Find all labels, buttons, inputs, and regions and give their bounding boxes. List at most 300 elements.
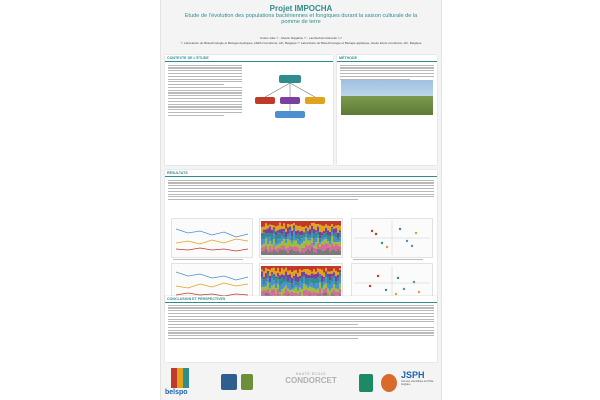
stacked-bar-segment <box>319 242 321 244</box>
stacked-bar-segment <box>291 272 293 278</box>
stacked-bar-segment <box>297 251 299 255</box>
stacked-bar-segment <box>315 266 317 272</box>
stacked-bar-segment <box>297 266 299 273</box>
stacked-bar-segment <box>283 223 285 228</box>
stacked-bar-segment <box>313 229 315 233</box>
stacked-bar-segment <box>333 269 335 273</box>
stacked-bar-segment <box>277 276 279 279</box>
stacked-bar-segment <box>323 240 325 245</box>
stacked-bar-segment <box>329 241 331 244</box>
stacked-bar-segment <box>339 247 341 251</box>
stacked-bar-segment <box>303 227 305 232</box>
partner-logo-4 <box>381 374 397 392</box>
stacked-bar-segment <box>261 235 263 239</box>
stacked-bar-segment <box>271 240 273 244</box>
stacked-bar-segment <box>313 239 315 246</box>
stacked-bar-segment <box>327 289 329 294</box>
stacked-bar-segment <box>329 274 331 280</box>
stacked-bar-segment <box>287 228 289 235</box>
stacked-bar-segment <box>269 246 271 252</box>
stacked-bar-segment <box>331 224 333 227</box>
stacked-bar-segment <box>317 221 319 224</box>
stacked-bar-segment <box>335 242 337 244</box>
stacked-bar-segment <box>303 275 305 277</box>
stacked-bar-segment <box>299 279 301 282</box>
stacked-bar-segment <box>261 287 263 291</box>
stacked-bar-segment <box>339 289 341 294</box>
stacked-bar-segment <box>267 244 269 250</box>
stacked-bar-segment <box>291 283 293 287</box>
stacked-bar-segment <box>283 280 285 282</box>
stacked-bar-segment <box>287 271 289 275</box>
stacked-bar-segment <box>303 278 305 284</box>
stacked-bar-segment <box>293 241 295 247</box>
stacked-bar-segment <box>305 269 307 274</box>
stacked-bar-segment <box>299 253 301 255</box>
stacked-bar-segment <box>281 235 283 237</box>
stacked-bar-segment <box>297 239 299 244</box>
stacked-bar-segment <box>261 221 263 227</box>
stacked-bar-segment <box>289 230 291 234</box>
stacked-bar-segment <box>263 285 265 287</box>
method-panel <box>337 55 437 165</box>
stacked-bar-segment <box>285 289 287 296</box>
stacked-bar-segment <box>289 234 291 241</box>
stacked-bar-segment <box>317 243 319 249</box>
stacked-bar-segment <box>277 289 279 295</box>
stacked-bar-segment <box>311 272 313 274</box>
stacked-bar-segment <box>275 243 277 246</box>
stacked-bar-segment <box>267 228 269 233</box>
stacked-bar-segment <box>267 266 269 269</box>
stacked-bar-segment <box>265 266 267 268</box>
stacked-bar-segment <box>271 272 273 274</box>
stacked-bar-segment <box>337 275 339 278</box>
stacked-bar-segment <box>321 282 323 286</box>
stacked-bar-segment <box>261 266 263 270</box>
stacked-bar-segment <box>309 237 311 240</box>
stacked-bar-segment <box>285 221 287 229</box>
stacked-bar-segment <box>287 266 289 271</box>
stacked-bar-segment <box>323 234 325 238</box>
stacked-bar-segment <box>295 251 297 255</box>
stacked-bar-segment <box>333 234 335 237</box>
stacked-bar-segment <box>301 252 303 255</box>
stacked-bar-segment <box>285 237 287 239</box>
stacked-bar-segment <box>339 284 341 289</box>
stacked-bar-segment <box>283 239 285 245</box>
stacked-bar-segment <box>317 289 319 293</box>
stacked-bar-segment <box>273 245 275 250</box>
stacked-bar-segment <box>295 231 297 235</box>
stacked-bar-segment <box>261 247 263 250</box>
stacked-bar-segment <box>325 228 327 233</box>
partner-logo-1 <box>221 374 237 390</box>
stacked-bar-segment <box>331 232 333 236</box>
stacked-bar-segment <box>339 226 341 231</box>
stacked-bar-segment <box>271 230 273 234</box>
affiliations: ⁽¹⁾ Laboratoire de Biotechnologie et Biologie Appliquée, HEPH Condorcet, Ath, Belgique ⁽²⁾ Laboratoire de Biotechnologie et Biologie appliquée, Haute Ecole Condorcet, Ath, Belgique <box>180 41 422 45</box>
stacked-bar-segment <box>315 283 317 289</box>
stacked-bar-segment <box>313 285 315 289</box>
stacked-bar-segment <box>309 241 311 245</box>
stacked-bar-segment <box>307 269 309 275</box>
stacked-bar-segment <box>309 221 311 226</box>
stacked-bar-segment <box>305 226 307 228</box>
stacked-bar-segment <box>269 292 271 295</box>
stacked-bar-segment <box>269 282 271 284</box>
stacked-bar-segment <box>317 232 319 236</box>
stacked-bar-segment <box>293 251 295 255</box>
stacked-bar-segment <box>323 238 325 240</box>
stacked-bar-segment <box>329 266 331 272</box>
stacked-bar-segment <box>287 237 289 240</box>
stacked-bar-segment <box>293 221 295 223</box>
stacked-bar-segment <box>277 245 279 248</box>
stacked-bar-segment <box>299 231 301 235</box>
stacked-bar-segment <box>307 228 309 231</box>
stacked-bar-segment <box>327 244 329 248</box>
stacked-bar-segment <box>295 235 297 238</box>
stacked-bar-segment <box>323 289 325 292</box>
stacked-bar-segment <box>273 250 275 255</box>
stacked-bar-segment <box>291 292 293 295</box>
stacked-bar-segment <box>293 266 295 271</box>
method-field-photo <box>341 80 433 115</box>
stacked-bar-segment <box>323 285 325 289</box>
stacked-bar-segment <box>289 241 291 246</box>
stacked-bar-segment <box>285 268 287 272</box>
stacked-bar-segment <box>291 288 293 290</box>
stacked-bar-segment <box>291 224 293 230</box>
stacked-bar-segment <box>265 268 267 273</box>
stacked-bar-segment <box>311 247 313 255</box>
stacked-bar-segment <box>263 244 265 247</box>
stacked-bar-segment <box>315 230 317 232</box>
stacked-bar-segment <box>321 266 323 270</box>
stacked-bar-segment <box>321 286 323 288</box>
stacked-bar-segment <box>327 272 329 274</box>
stacked-bar-segment <box>315 221 317 224</box>
stacked-bar-segment <box>263 227 265 230</box>
stacked-bar-segment <box>263 271 265 277</box>
stacked-bar-segment <box>305 228 307 230</box>
stacked-bar-segment <box>323 277 325 279</box>
stacked-bar-segment <box>321 232 323 235</box>
stacked-bar-segment <box>333 276 335 278</box>
stacked-bar-segment <box>319 225 321 232</box>
stacked-bar-segment <box>335 251 337 255</box>
stacked-bar-segment <box>267 278 269 282</box>
stacked-bar-segment <box>317 236 319 239</box>
poster-title: Projet IMPOCHA <box>269 4 333 13</box>
stacked-bar-segment <box>307 238 309 241</box>
stacked-bar-segment <box>331 276 333 281</box>
stacked-bar-segment <box>267 238 269 244</box>
stacked-bar-segment <box>279 229 281 233</box>
stacked-bar-segment <box>271 249 273 252</box>
stacked-bar-segment <box>327 226 329 231</box>
stacked-bar-segment <box>293 223 295 225</box>
stacked-bar-segment <box>271 274 273 278</box>
stacked-bar-segment <box>321 289 323 293</box>
stacked-bar-segment <box>285 251 287 255</box>
stacked-bar-segment <box>325 288 327 293</box>
stacked-bar-segment <box>295 287 297 293</box>
stacked-bar-segment <box>303 248 305 253</box>
stacked-bar-segment <box>281 289 283 296</box>
stacked-bar-segment <box>277 284 279 289</box>
stacked-bar-segment <box>319 232 321 238</box>
stacked-bar-segment <box>323 282 325 285</box>
stacked-bar-segment <box>297 290 299 293</box>
stacked-bar-segment <box>307 249 309 255</box>
stacked-bar-segment <box>293 288 295 292</box>
stacked-bar-segment <box>261 291 263 295</box>
stacked-bar-segment <box>305 266 307 269</box>
stacked-bar-segment <box>339 270 341 273</box>
stacked-bar-segment <box>309 275 311 278</box>
stacked-bar-segment <box>339 273 341 277</box>
stacked-bar-segment <box>283 237 285 239</box>
stacked-bar-segment <box>261 227 263 233</box>
stacked-bar-segment <box>337 282 339 289</box>
stacked-bar-segment <box>303 253 305 255</box>
poster-subtitle: Etude de l’évolution des populations bactériennes et fongiques durant la saison culturale de la pomme de terre <box>184 13 418 26</box>
stacked-bar-segment <box>303 290 305 295</box>
stacked-bar-segment <box>293 271 295 276</box>
stacked-bar-segment <box>337 272 339 275</box>
stacked-bar-segment <box>331 274 333 276</box>
stacked-bar-segment <box>331 250 333 255</box>
stacked-bar-segment <box>309 278 311 282</box>
stacked-bar-segment <box>283 229 285 231</box>
stacked-bar-segment <box>261 271 263 277</box>
stacked-bar-segment <box>299 288 301 292</box>
stacked-bar-segment <box>325 268 327 271</box>
stacked-bar-segment <box>277 248 279 252</box>
stacked-bar-segment <box>273 285 275 289</box>
stacked-bar-segment <box>269 270 271 276</box>
stacked-bar-segment <box>289 270 291 274</box>
context-diagram <box>253 73 327 121</box>
stacked-bar-segment <box>331 266 333 271</box>
stacked-bar-segment <box>335 221 337 226</box>
stacked-bar-segment <box>307 275 309 279</box>
stacked-bar-segment <box>269 276 271 282</box>
stacked-bar-segment <box>311 226 313 231</box>
stacked-bar-segment <box>313 223 315 229</box>
stacked-bar-segment <box>269 221 271 225</box>
stacked-bar-segment <box>307 285 309 288</box>
stacked-bar-segment <box>269 252 271 255</box>
stacked-bar-segment <box>295 284 297 287</box>
stacked-bar-segment <box>299 226 301 231</box>
stacked-bar-segment <box>285 271 287 276</box>
stacked-bar-segment <box>287 221 289 224</box>
stacked-bar-segment <box>273 280 275 284</box>
conclusion-panel <box>165 296 437 362</box>
stacked-bar-segment <box>299 292 301 295</box>
stacked-bar-segment <box>265 238 267 245</box>
stacked-bar-segment <box>337 225 339 233</box>
stacked-bar-segment <box>313 288 315 291</box>
stacked-bar-segment <box>339 221 341 226</box>
stacked-bar-segment <box>315 274 317 279</box>
stacked-bar-segment <box>275 271 277 276</box>
stacked-bar-segment <box>291 221 293 224</box>
stacked-bar-segment <box>289 246 291 250</box>
stacked-bar-segment <box>285 239 287 243</box>
stacked-bar-segment <box>309 226 311 230</box>
results-panel <box>165 170 437 310</box>
stacked-bar-segment <box>265 245 267 248</box>
stacked-bar-segment <box>293 228 295 232</box>
stacked-bar-segment <box>307 288 309 291</box>
stacked-bar-segment <box>325 237 327 239</box>
condorcet-logo: HAUTE ECOLE CONDORCET <box>285 372 337 385</box>
stacked-bar-segment <box>289 250 291 255</box>
stacked-bar-segment <box>329 272 331 274</box>
stacked-bar-segment <box>285 266 287 268</box>
stacked-bar-segment <box>335 271 337 276</box>
stacked-bar-segment <box>285 281 287 285</box>
stacked-bar-segment <box>323 221 325 226</box>
stacked-bar-segment <box>295 273 297 281</box>
stacked-bar-segment <box>337 289 339 292</box>
stacked-bar-segment <box>277 233 279 239</box>
stacked-bar-segment <box>279 221 281 223</box>
stacked-bar-segment <box>333 237 335 242</box>
stacked-bar-segment <box>327 274 329 278</box>
stacked-bar-segment <box>275 221 277 226</box>
stacked-bar-segment <box>307 291 309 295</box>
stacked-bar-segment <box>327 242 329 244</box>
stacked-bar-segment <box>265 229 267 233</box>
stacked-bar-segment <box>333 229 335 234</box>
stacked-bar-segment <box>333 278 335 284</box>
stacked-bar-segment <box>293 276 295 278</box>
stacked-bar-segment <box>335 244 337 251</box>
stacked-bar-segment <box>311 266 313 272</box>
stacked-bar-segment <box>337 278 339 282</box>
stacked-bar-segment <box>319 288 321 294</box>
stacked-bar-segment <box>267 250 269 252</box>
stacked-bar-segment <box>315 232 317 237</box>
stacked-bar-segment <box>291 249 293 255</box>
stacked-bar-segment <box>261 277 263 279</box>
stacked-bar-segment <box>325 232 327 237</box>
stacked-bar-segment <box>291 278 293 284</box>
stacked-bar-segment <box>329 245 331 247</box>
stacked-bar-segment <box>339 266 341 268</box>
stacked-bar-segment <box>329 246 331 252</box>
stacked-bar-segment <box>323 245 325 251</box>
stacked-bar-segment <box>303 232 305 234</box>
stacked-bar-segment <box>335 285 337 288</box>
stacked-bar-segment <box>305 274 307 279</box>
stacked-bar-segment <box>295 221 297 225</box>
stacked-bar-segment <box>297 247 299 250</box>
stacked-bar-segment <box>319 247 321 249</box>
stacked-bar-segment <box>261 270 263 272</box>
stacked-bar-segment <box>319 269 321 274</box>
stacked-bar-segment <box>267 271 269 274</box>
stacked-bar-segment <box>269 236 271 241</box>
stacked-bar-segment <box>273 289 275 296</box>
stacked-bar-segment <box>273 276 275 280</box>
stacked-bar-segment <box>275 266 277 271</box>
stacked-bar-segment <box>289 290 291 292</box>
stacked-bar-segment <box>305 284 307 286</box>
stacked-bar-segment <box>291 290 293 292</box>
stacked-bar-segment <box>317 238 319 243</box>
logo-bar <box>161 366 441 400</box>
stacked-bar-segment <box>319 274 321 276</box>
results-line-chart-1 <box>171 218 253 258</box>
stacked-bar-segment <box>303 241 305 248</box>
stacked-bar-segment <box>281 229 283 235</box>
stacked-bar-segment <box>339 237 341 241</box>
stacked-bar-segment <box>277 266 279 268</box>
stacked-bar-segment <box>323 231 325 234</box>
stacked-bar-segment <box>279 249 281 255</box>
conclusion-heading: CONCLUSION ET PERSPECTIVES <box>165 296 437 303</box>
stacked-bar-segment <box>315 252 317 255</box>
stacked-bar-segment <box>319 276 321 279</box>
jsph-logo: JSPH Journée scientifique du Phila-belgique <box>401 370 434 386</box>
stacked-bar-segment <box>273 239 275 245</box>
stacked-bar-segment <box>291 231 293 236</box>
stacked-bar-segment <box>339 268 341 270</box>
stacked-bar-segment <box>299 281 301 288</box>
stacked-bar-segment <box>329 252 331 255</box>
stacked-bar-segment <box>301 289 303 296</box>
stacked-bar-segment <box>327 221 329 226</box>
stacked-bar-segment <box>297 277 299 283</box>
stacked-bar-segment <box>337 242 339 245</box>
stacked-bar-segment <box>291 241 293 244</box>
stacked-bar-segment <box>267 274 269 278</box>
stacked-bar-segment <box>275 277 277 279</box>
stacked-bar-segment <box>319 266 321 269</box>
stacked-bar-segment <box>287 239 289 247</box>
stacked-bar-segment <box>287 253 289 255</box>
stacked-bar-segment <box>319 283 321 288</box>
stacked-bar-segment <box>263 240 265 244</box>
stacked-bar-segment <box>281 250 283 255</box>
stacked-bar-segment <box>261 280 263 287</box>
stacked-bar-segment <box>267 252 269 255</box>
stacked-bar-segment <box>321 276 323 283</box>
stacked-bar-segment <box>311 231 313 234</box>
stacked-bar-segment <box>299 221 301 226</box>
stacked-bar-segment <box>311 238 313 243</box>
stacked-bar-segment <box>301 227 303 231</box>
stacked-bar-segment <box>293 278 295 282</box>
stacked-bar-segment <box>335 233 337 238</box>
stacked-bar-segment <box>327 236 329 240</box>
stacked-bar-segment <box>339 277 341 284</box>
stacked-bar-segment <box>313 248 315 252</box>
stacked-bar-segment <box>293 293 295 296</box>
stacked-bar-segment <box>325 266 327 268</box>
stacked-bar-segment <box>265 233 267 237</box>
stacked-bar-segment <box>325 274 327 277</box>
stacked-bar-segment <box>313 246 315 248</box>
stacked-bar-segment <box>325 239 327 243</box>
stacked-bar-segment <box>295 281 297 284</box>
